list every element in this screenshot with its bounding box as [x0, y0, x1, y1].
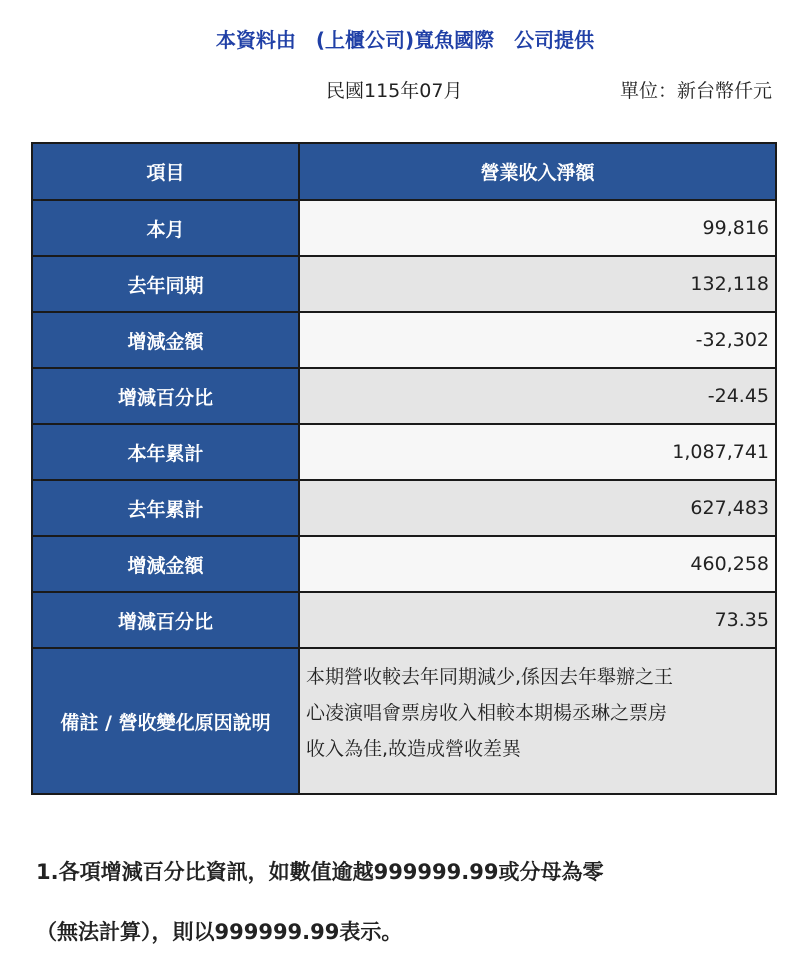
footnote-line-1: 1.各項增減百分比資訊，如數值逾越999999.99或分母為零 [36, 860, 604, 884]
table-row [32, 256, 776, 312]
table-row [32, 368, 776, 424]
table-row [32, 200, 776, 256]
note-label: 備註 / 營收變化原因說明 [32, 648, 299, 794]
row-value: -24.45 [299, 368, 776, 424]
row-label: 去年累計 [32, 480, 299, 536]
row-value: 132,118 [299, 256, 776, 312]
row-label: 去年同期 [32, 256, 299, 312]
header-item: 項目 [32, 143, 299, 200]
provider-line: 本資料由 (上櫃公司)寬魚國際 公司提供 [215, 28, 595, 52]
row-label: 增減百分比 [32, 592, 299, 648]
note-text [299, 648, 776, 794]
table-row [32, 424, 776, 480]
row-value: 99,816 [299, 200, 776, 256]
footnote-line-2: （無法計算），則以999999.99表示。 [36, 920, 403, 944]
row-value: 460,258 [299, 536, 776, 592]
report-period: 民國115年07月 [326, 80, 463, 102]
row-label: 增減百分比 [32, 368, 299, 424]
currency-unit: 單位：新台幣仟元 [619, 80, 772, 102]
row-value: 73.35 [299, 592, 776, 648]
table-row [32, 312, 776, 368]
note-row [32, 648, 776, 794]
table-row [32, 592, 776, 648]
table-row [32, 480, 776, 536]
row-label: 本年累計 [32, 424, 299, 480]
row-label: 增減金額 [32, 536, 299, 592]
row-label: 增減金額 [32, 312, 299, 368]
table-header-row [32, 143, 776, 200]
revenue-table [31, 142, 777, 795]
header-revenue: 營業收入淨額 [299, 143, 776, 200]
note-line: 心凌演唱會票房收入相較本期楊丞琳之票房 [306, 702, 668, 724]
row-value: 1,087,741 [299, 424, 776, 480]
note-line: 收入為佳,故造成營收差異 [306, 738, 522, 760]
row-value: -32,302 [299, 312, 776, 368]
table-row [32, 536, 776, 592]
row-value: 627,483 [299, 480, 776, 536]
note-line: 本期營收較去年同期減少,係因去年舉辦之王 [306, 666, 674, 688]
row-label: 本月 [32, 200, 299, 256]
